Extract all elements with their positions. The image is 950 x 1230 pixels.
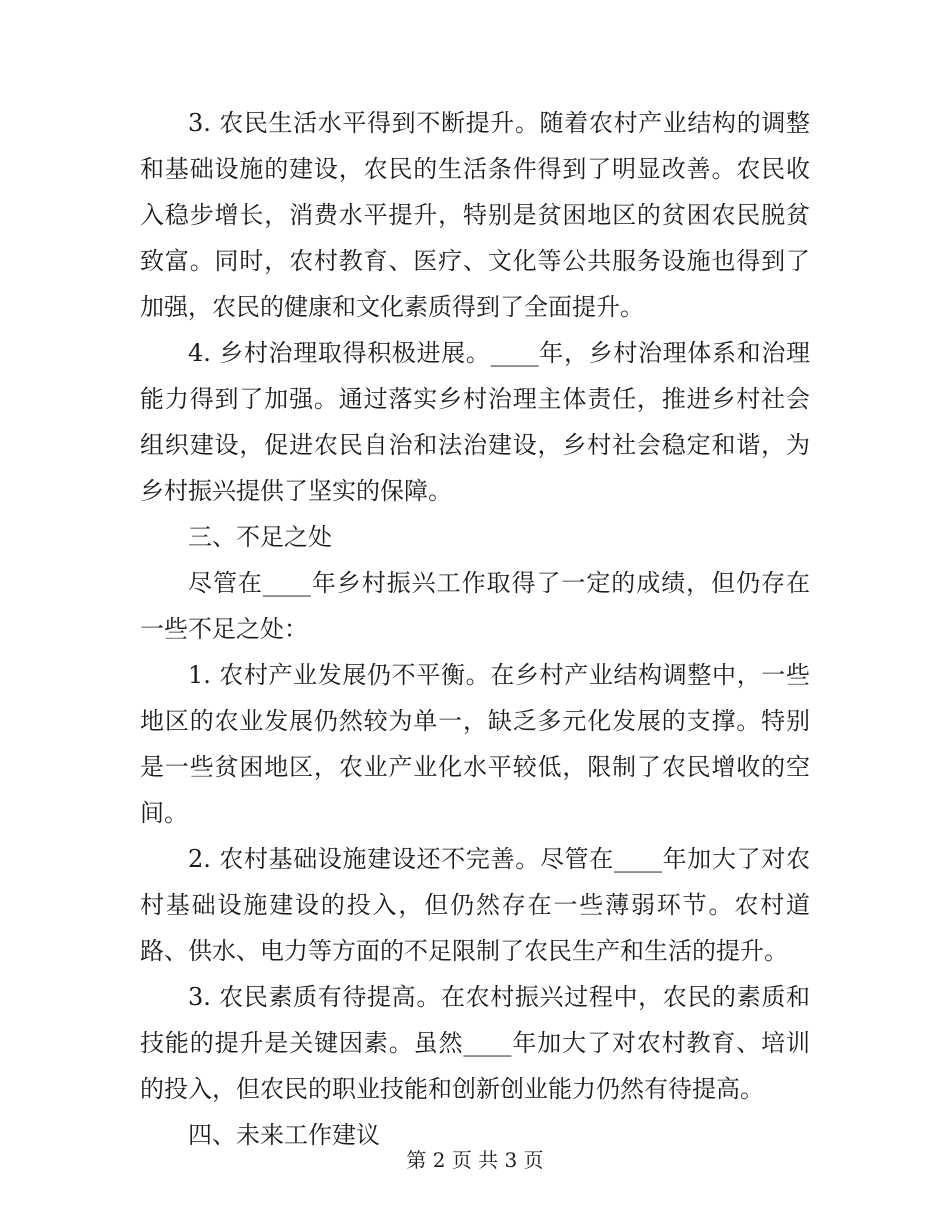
paragraph-shortcomings-intro: 尽管在____年乡村振兴工作取得了一定的成绩，但仍存在一些不足之处：: [140, 569, 810, 643]
paragraph-rural-governance: 4. 乡村治理取得积极进展。____年，乡村治理体系和治理能力得到了加强。通过落实乡村治理主体责任，推进乡村社会组织建设，促进农民自治和法治建设，乡村社会稳定和谐，为乡村振兴提供了坚实的保障。: [140, 339, 810, 505]
paragraph-infrastructure: 2. 农村基础设施建设还不完善。尽管在____年加大了对农村基础设施建设的投入，但仍然存在一些薄弱环节。农村道路、供水、电力等方面的不足限制了农民生产和生活的提升。: [140, 845, 810, 965]
section-heading-future-suggestions: 四、未来工作建议: [188, 1121, 380, 1149]
paragraph-industry-imbalance: 1. 农村产业发展仍不平衡。在乡村产业结构调整中，一些地区的农业发展仍然较为单一，缺乏多元化发展的支撑。特别是一些贫困地区，农业产业化水平较低，限制了农民增收的空间。: [140, 661, 810, 827]
section-heading-shortcomings: 三、不足之处: [188, 523, 332, 551]
paragraph-farmer-quality: 3. 农民素质有待提高。在农村振兴过程中，农民的素质和技能的提升是关键因素。虽然____年加大了对农村教育、培训的投入，但农民的职业技能和创新创业能力仍然有待提高。: [140, 983, 810, 1103]
document-body: [140, 100, 810, 1158]
page-number-footer: 第 2 页 共 3 页: [406, 1148, 544, 1172]
paragraph-living-standard: 3. 农民生活水平得到不断提升。随着农村产业结构的调整和基础设施的建设，农民的生活条件得到了明显改善。农民收入稳步增长，消费水平提升，特别是贫困地区的贫困农民脱贫致富。同时，农村教育、医疗、文化等公共服务设施也得到了加强，农民的健康和文化素质得到了全面提升。: [140, 109, 810, 321]
